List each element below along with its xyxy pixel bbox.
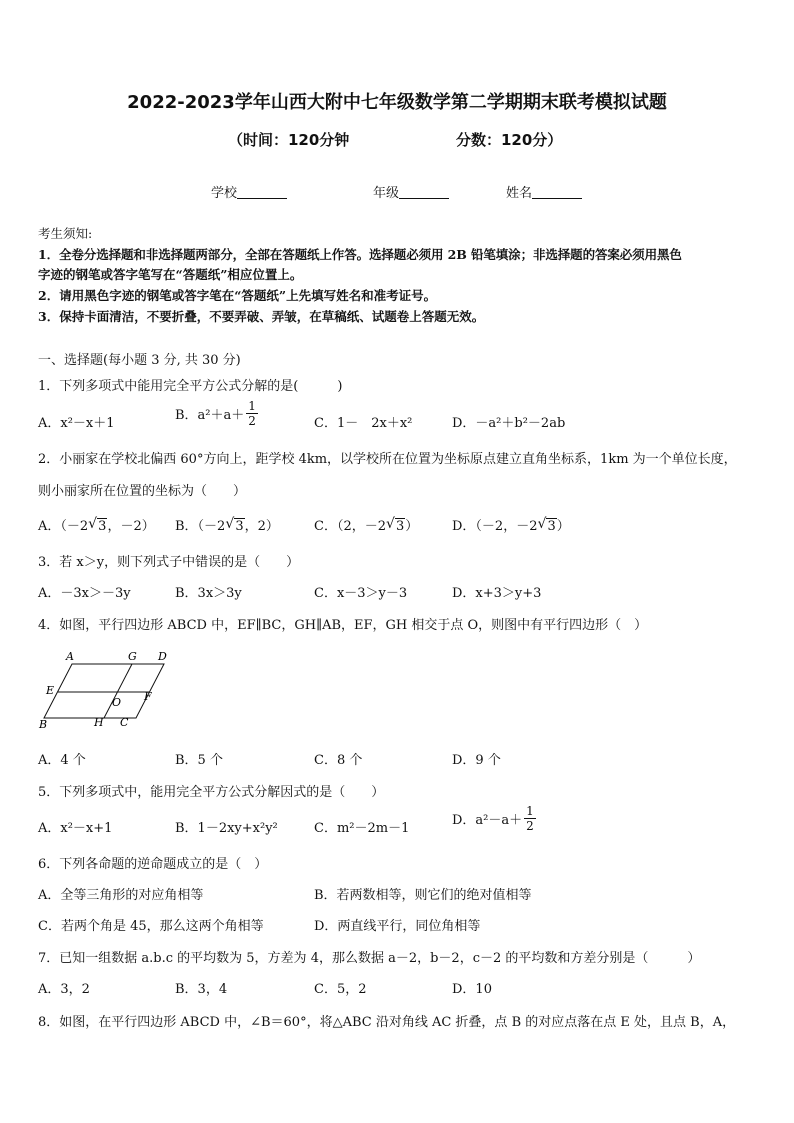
label-e: E xyxy=(46,684,55,697)
parallelogram-diagram xyxy=(36,648,176,734)
name-field[interactable] xyxy=(506,182,582,201)
school-blank[interactable] xyxy=(237,185,287,199)
q2-d-post: ） xyxy=(556,519,570,534)
grade-blank[interactable] xyxy=(399,185,449,199)
q4-option-b[interactable]: B．5 个 xyxy=(175,753,223,768)
label-h: H xyxy=(94,716,104,729)
fraction-denominator: 2 xyxy=(526,819,534,833)
section-heading: 一、选择题(每小题 3 分, 共 30 分) xyxy=(38,353,241,368)
school-label: 学校 xyxy=(211,186,238,201)
q1-option-b[interactable] xyxy=(175,399,260,428)
q4-stem: 4．如图，平行四边形 ABCD 中，EF∥BC，GH∥AB，EF，GH 相交于点 O，则图中有平行四边形（ ） xyxy=(38,618,648,633)
label-b: B xyxy=(39,718,48,731)
q2-c-post: ） xyxy=(405,519,419,534)
q2-option-c[interactable] xyxy=(314,515,418,534)
q7-option-a[interactable]: A．3，2 xyxy=(38,982,90,997)
q2-option-a[interactable] xyxy=(38,515,155,534)
q2-a-post: ，－2） xyxy=(107,519,155,534)
name-blank[interactable] xyxy=(532,185,582,199)
label-c: C xyxy=(120,716,129,729)
label-d: D xyxy=(158,650,167,663)
q2-stem-line2: 则小丽家所在位置的坐标为（ ） xyxy=(38,484,247,499)
notice-item-1-cont: 字迹的钢笔或答字笔写在“答题纸”相应位置上。 xyxy=(38,267,303,282)
q1-b-text: B．a²＋a＋ xyxy=(175,408,245,423)
notice-item-3: 3．保持卡面清洁，不要折叠，不要弄破、弄皱，在草稿纸、试题卷上答题无效。 xyxy=(38,309,485,324)
sqrt-radicand: √ 3 xyxy=(395,518,405,534)
q1-option-d[interactable]: D．－a²＋b²－2ab xyxy=(452,416,566,431)
notice-heading: 考生须知: xyxy=(38,226,93,241)
q3-option-c[interactable]: C．x－3＞y－3 xyxy=(314,586,408,601)
q2-option-d[interactable] xyxy=(452,515,570,534)
grade-field[interactable] xyxy=(373,182,449,201)
page-title: 2022-2023学年山西大附中七年级数学第二学期期末联考模拟试题 xyxy=(127,92,667,113)
notice-item-2: 2．请用黑色字迹的钢笔或答字笔在“答题纸”上先填写姓名和准考证号。 xyxy=(38,288,437,303)
q6-stem: 6．下列各命题的逆命题成立的是（ ） xyxy=(38,857,268,872)
q4-option-a[interactable]: A．4 个 xyxy=(38,753,86,768)
q1-option-c[interactable]: C．1－ 2x＋x² xyxy=(314,416,413,431)
q3-option-d[interactable]: D．x+3＞y+3 xyxy=(452,586,542,601)
q4-option-d[interactable]: D．9 个 xyxy=(452,753,501,768)
notice-item-1: 1．全卷分选择题和非选择题两部分，全部在答题纸上作答。选择题必须用 2B 铅笔填涂；非选择题的答案必须用黑色 xyxy=(38,247,682,262)
q2-a-pre: A．（－2 xyxy=(38,519,89,534)
q6-option-c[interactable]: C．若两个角是 45，那么这两个角相等 xyxy=(38,919,264,934)
exam-time: （时间：120分钟 xyxy=(228,131,350,149)
q2-stem-line1: 2．小丽家在学校北偏西 60°方向上，距学校 4km，以学校所在位置为坐标原点建立直角坐标系，1km 为一个单位长度， xyxy=(38,452,737,467)
q3-option-a[interactable]: A．－3x＞－3y xyxy=(38,586,131,601)
q2-b-pre: B．（－2 xyxy=(175,519,226,534)
label-f: F xyxy=(144,690,152,703)
q8-stem: 8．如图，在平行四边形 ABCD 中，∠B＝60°，将△ABC 沿对角线 AC 折叠，点 B 的对应点落在点 E 处，且点 B，A， xyxy=(38,1015,736,1030)
sqrt-radicand: √ 3 xyxy=(546,518,556,534)
q2-option-b[interactable] xyxy=(175,515,279,534)
school-field[interactable] xyxy=(211,182,287,201)
q3-option-b[interactable]: B．3x＞3y xyxy=(175,586,242,601)
q1-stem: 1．下列多项式中能用完全平方公式分解的是( ) xyxy=(38,379,343,394)
fraction-numerator: 1 xyxy=(248,399,256,413)
q5-stem: 5．下列多项式中，能用完全平方公式分解因式的是（ ） xyxy=(38,785,385,800)
q1-option-a[interactable]: A．x²－x＋1 xyxy=(38,416,115,431)
fraction-denominator: 2 xyxy=(248,414,256,428)
q5-option-c[interactable]: C．m²－2m－1 xyxy=(314,821,410,836)
q5-d-fraction xyxy=(524,804,536,833)
q6-option-a[interactable]: A．全等三角形的对应角相等 xyxy=(38,888,204,903)
q6-option-b[interactable]: B．若两数相等，则它们的绝对值相等 xyxy=(314,888,532,903)
name-label: 姓名 xyxy=(506,186,533,201)
q3-stem: 3．若 x＞y，则下列式子中错误的是（ ） xyxy=(38,555,300,570)
q7-option-c[interactable]: C．5，2 xyxy=(314,982,367,997)
exam-score: 分数：120分） xyxy=(456,131,563,149)
q6-option-d[interactable]: D．两直线平行，同位角相等 xyxy=(314,919,481,934)
sqrt-radicand: √ 3 xyxy=(234,518,244,534)
q7-option-d[interactable]: D．10 xyxy=(452,982,492,997)
q5-option-b[interactable]: B．1－2xy+x²y² xyxy=(175,821,278,836)
q4-option-c[interactable]: C．8 个 xyxy=(314,753,363,768)
q2-b-post: ，2） xyxy=(244,519,279,534)
q5-d-text: D．a²－a＋ xyxy=(452,813,523,828)
segment-gh xyxy=(104,664,132,718)
q7-stem: 7．已知一组数据 a.b.c 的平均数为 5，方差为 4，那么数据 a－2，b－2，c－2 的平均数和方差分别是（ ） xyxy=(38,951,701,966)
label-a: A xyxy=(66,650,74,663)
q1-b-fraction xyxy=(246,399,258,428)
label-g: G xyxy=(128,650,137,663)
q5-option-d[interactable] xyxy=(452,804,538,833)
grade-label: 年级 xyxy=(373,186,400,201)
q2-d-pre: D．（－2，－2 xyxy=(452,519,538,534)
q7-option-b[interactable]: B．3，4 xyxy=(175,982,228,997)
fraction-numerator: 1 xyxy=(526,804,534,818)
sqrt-radicand: √ 3 xyxy=(97,518,107,534)
label-o: O xyxy=(112,696,122,709)
q5-option-a[interactable]: A．x²－x+1 xyxy=(38,821,113,836)
q2-c-pre: C．（2，－2 xyxy=(314,519,386,534)
